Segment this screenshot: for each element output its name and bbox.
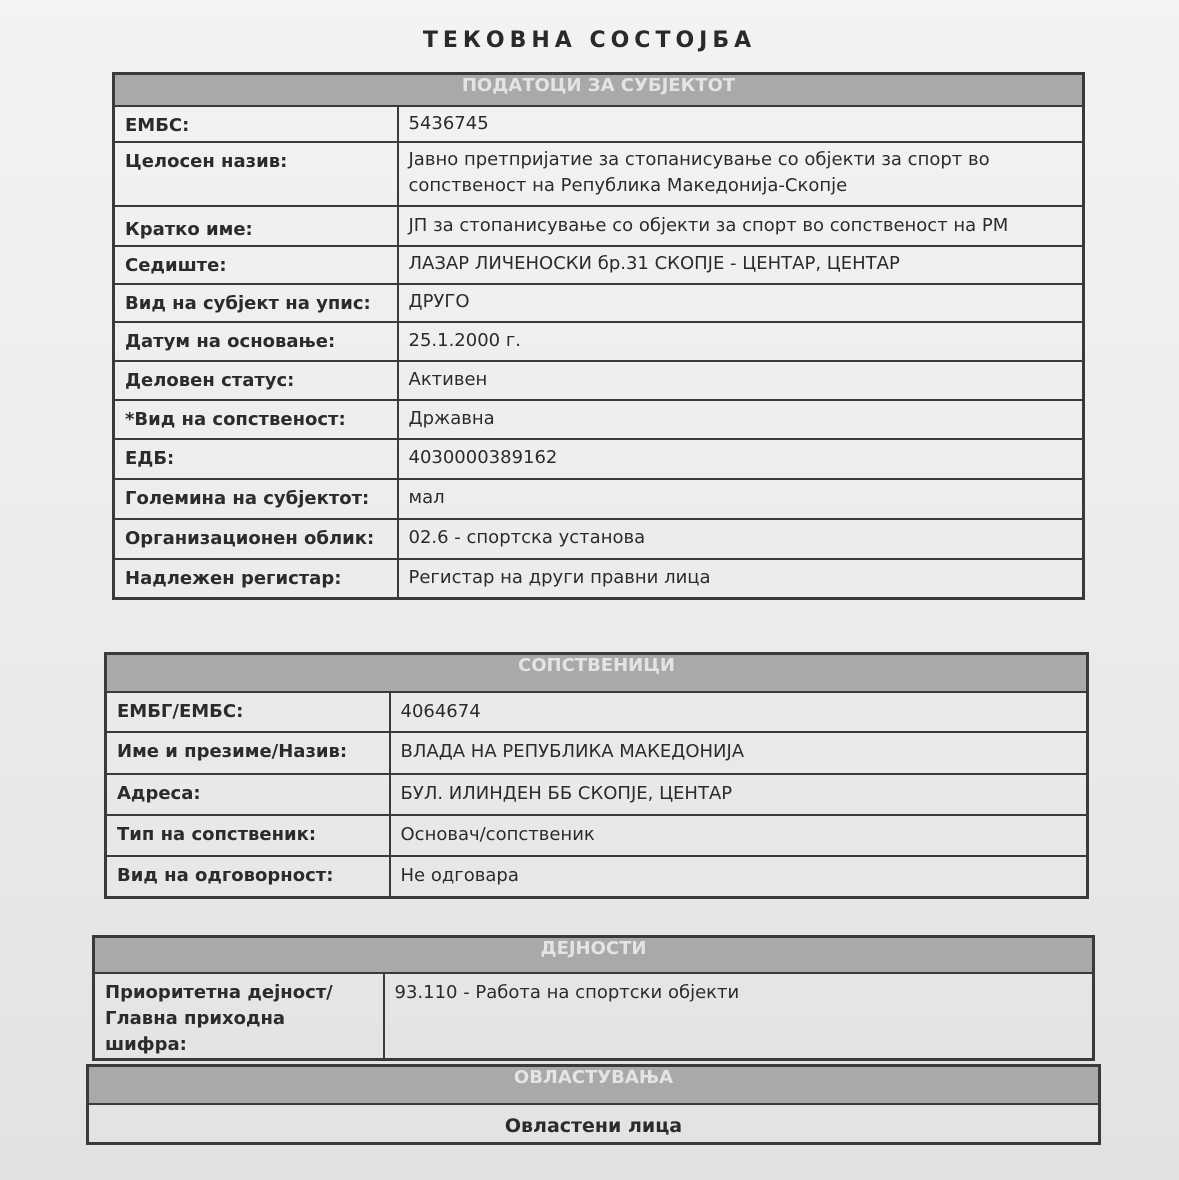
- table-row: [106, 732, 1088, 774]
- table-row: [114, 322, 1084, 361]
- field-value: 02.6 - спортска установа: [398, 519, 1084, 559]
- field-label: [94, 973, 384, 1060]
- field-label: Големина на субјектот:: [114, 479, 398, 519]
- field-label: Деловен статус:: [114, 361, 398, 400]
- table-row: [114, 400, 1084, 439]
- field-value: Јавно претпријатие за стопанисување со објекти за спорт во сопственост на Република Македонија-Скопје: [398, 142, 1084, 206]
- field-value: Државна: [398, 400, 1084, 439]
- table-row: [94, 973, 1094, 1060]
- field-label: Седиште:: [114, 246, 398, 284]
- field-value: 5436745: [398, 106, 1084, 142]
- field-label: Вид на одговорност:: [106, 856, 390, 898]
- field-label: ЕМБГ/ЕМБС:: [106, 692, 390, 732]
- authorizations-table: [86, 1064, 1101, 1145]
- field-label: Тип на сопственик:: [106, 815, 390, 856]
- field-value: ЛАЗАР ЛИЧЕНОСКИ бр.31 СКОПЈЕ - ЦЕНТАР, ЦЕНТАР: [398, 246, 1084, 284]
- owners-table: [104, 652, 1089, 899]
- field-label: ЕДБ:: [114, 439, 398, 479]
- field-label: Целосен назив:: [114, 142, 398, 206]
- table-row: [114, 361, 1084, 400]
- subject-section-header: ПОДАТОЦИ ЗА СУБЈЕКТОТ: [114, 74, 1084, 106]
- table-row: [114, 439, 1084, 479]
- table-row: [106, 774, 1088, 815]
- field-value: Основач/сопственик: [390, 815, 1088, 856]
- field-label: Кратко име:: [114, 206, 398, 246]
- field-label: Надлежен регистар:: [114, 559, 398, 599]
- field-label: *Вид на сопственост:: [114, 400, 398, 439]
- field-label: Адреса:: [106, 774, 390, 815]
- table-row: [106, 856, 1088, 898]
- field-value: ДРУГО: [398, 284, 1084, 322]
- table-row: [114, 519, 1084, 559]
- field-value: Не одговара: [390, 856, 1088, 898]
- field-value: 4064674: [390, 692, 1088, 732]
- authorized-persons-subheader: Овластени лица: [88, 1104, 1100, 1144]
- subject-data-table: [112, 72, 1085, 600]
- field-label: Организационен облик:: [114, 519, 398, 559]
- table-row: [114, 106, 1084, 142]
- field-label: ЕМБС:: [114, 106, 398, 142]
- activities-table: [92, 935, 1095, 1061]
- table-row: [106, 692, 1088, 732]
- field-value: Активен: [398, 361, 1084, 400]
- field-value: ЈП за стопанисување со објекти за спорт во сопственост на РМ: [398, 206, 1084, 246]
- field-label: Име и презиме/Назив:: [106, 732, 390, 774]
- field-label-line: Главна приходна шифра:: [105, 1007, 286, 1055]
- table-row: [114, 142, 1084, 206]
- table-row: [114, 206, 1084, 246]
- field-value: 25.1.2000 г.: [398, 322, 1084, 361]
- table-row: [114, 246, 1084, 284]
- field-value: БУЛ. ИЛИНДЕН ББ СКОПЈЕ, ЦЕНТАР: [390, 774, 1088, 815]
- field-label-line: Приоритетна дејност/: [105, 981, 333, 1003]
- field-value: Регистар на други правни лица: [398, 559, 1084, 599]
- table-row: [106, 815, 1088, 856]
- table-row: [114, 479, 1084, 519]
- owners-section-header: СОПСТВЕНИЦИ: [106, 654, 1088, 692]
- table-row: [114, 559, 1084, 599]
- authorizations-section-header: ОВЛАСТУВАЊА: [88, 1066, 1100, 1104]
- field-value: ВЛАДА НА РЕПУБЛИКА МАКЕДОНИЈА: [390, 732, 1088, 774]
- field-label: Датум на основање:: [114, 322, 398, 361]
- activities-section-header: ДЕЈНОСТИ: [94, 937, 1094, 973]
- field-label: Вид на субјект на упис:: [114, 284, 398, 322]
- field-value: мал: [398, 479, 1084, 519]
- field-value: 93.110 - Работа на спортски објекти: [384, 973, 1094, 1060]
- document-title: ТЕКОВНА СОСТОЈБА: [422, 28, 757, 53]
- field-value: 4030000389162: [398, 439, 1084, 479]
- table-row: [114, 284, 1084, 322]
